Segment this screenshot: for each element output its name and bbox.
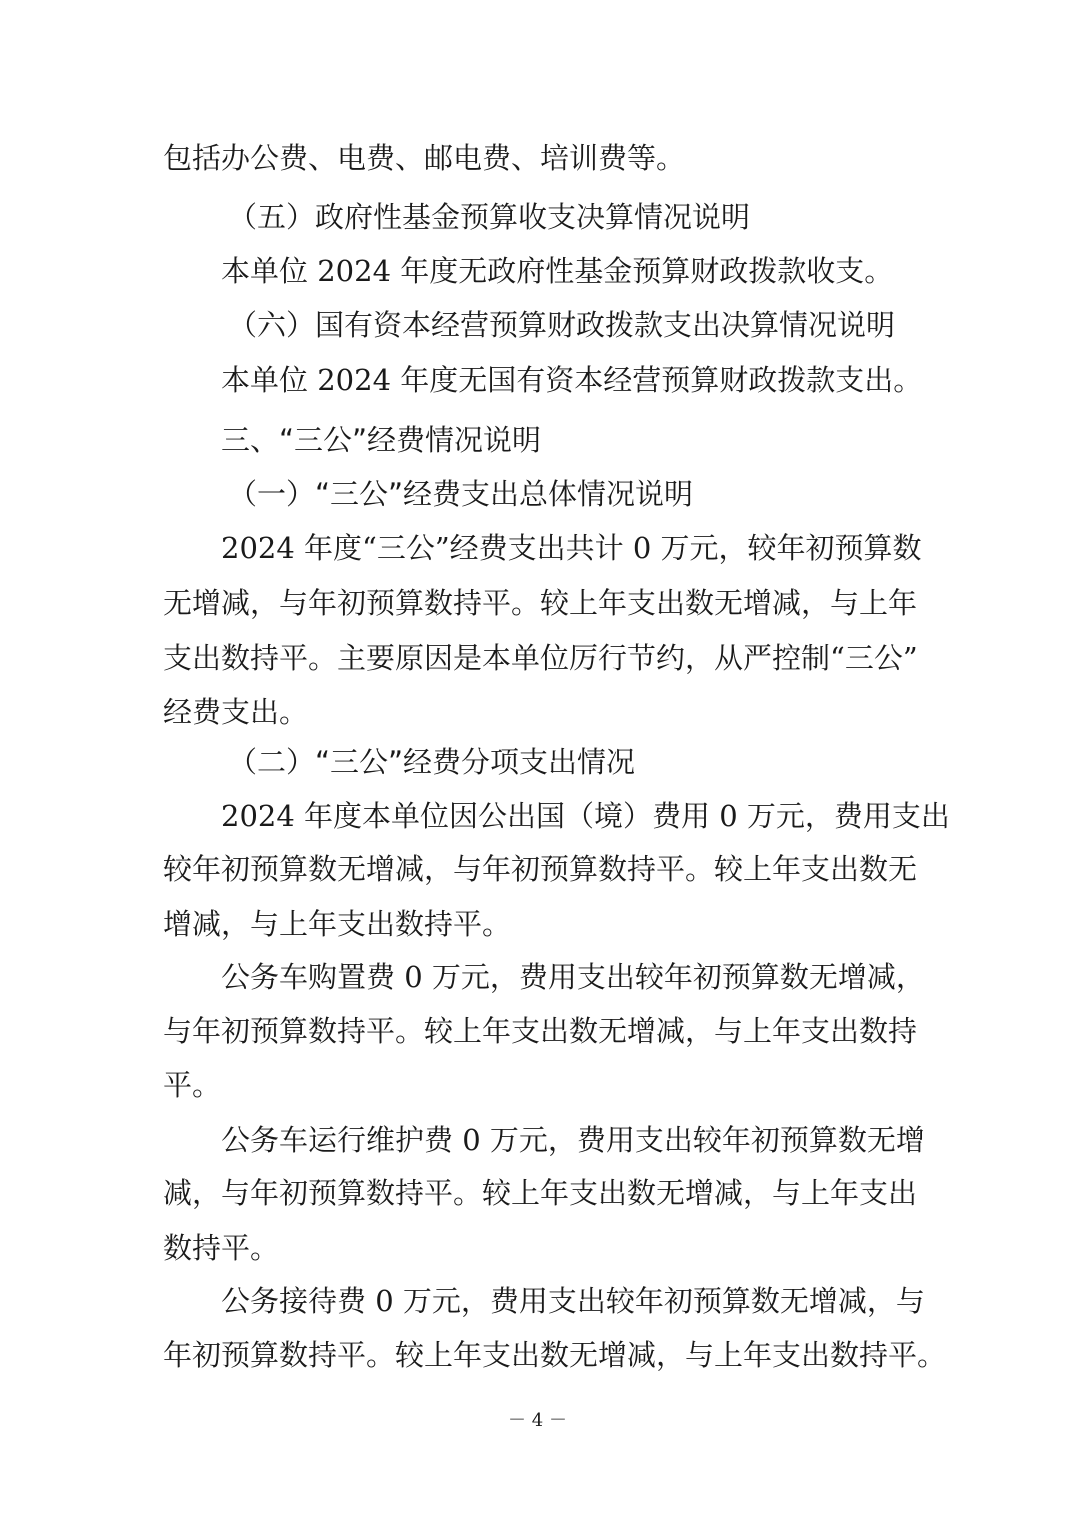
paragraph-line: 较年初预算数无增减，与年初预算数持平。较上年支出数无 — [163, 852, 918, 886]
section-heading-1: （一）“三公”经费支出总体情况说明 — [228, 477, 694, 511]
paragraph-line: 数持平。 — [163, 1231, 280, 1265]
section-heading-5: （五）政府性基金预算收支决算情况说明 — [228, 200, 751, 234]
paragraph-line: 经费支出。 — [163, 695, 309, 729]
paragraph-line: 与年初预算数持平。较上年支出数无增减，与上年支出数持 — [163, 1014, 918, 1048]
section-heading-2: （二）“三公”经费分项支出情况 — [228, 745, 636, 779]
paragraph-line: 包括办公费、电费、邮电费、培训费等。 — [163, 141, 686, 175]
paragraph-line: 公务车运行维护费 0 万元，费用支出较年初预算数无增 — [221, 1123, 925, 1157]
paragraph-line: 支出数持平。主要原因是本单位厉行节约，从严控制“三公” — [163, 641, 918, 675]
paragraph-line: 无增减，与年初预算数持平。较上年支出数无增减，与上年 — [163, 586, 918, 620]
paragraph-line: 增减，与上年支出数持平。 — [163, 907, 512, 941]
paragraph-line: 本单位 2024 年度无国有资本经营预算财政拨款支出。 — [221, 363, 923, 397]
paragraph-line: 2024 年度“三公”经费支出共计 0 万元，较年初预算数 — [221, 531, 922, 565]
chapter-heading-3: 三、“三公”经费情况说明 — [221, 423, 542, 457]
paragraph-line: 公务车购置费 0 万元，费用支出较年初预算数无增减， — [221, 960, 925, 994]
paragraph-line: 本单位 2024 年度无政府性基金预算财政拨款收支。 — [221, 254, 894, 288]
section-heading-6: （六）国有资本经营预算财政拨款支出决算情况说明 — [228, 308, 896, 342]
paragraph-line: 减，与年初预算数持平。较上年支出数无增减，与上年支出 — [163, 1176, 918, 1210]
page-number: － 4 － — [508, 1410, 567, 1431]
paragraph-line: 2024 年度本单位因公出国（境）费用 0 万元，费用支出 — [221, 799, 950, 833]
paragraph-line: 平。 — [163, 1068, 222, 1102]
paragraph-line: 年初预算数持平。较上年支出数无增减，与上年支出数持平。 — [163, 1338, 947, 1372]
paragraph-line: 公务接待费 0 万元，费用支出较年初预算数无增减，与 — [221, 1284, 925, 1318]
